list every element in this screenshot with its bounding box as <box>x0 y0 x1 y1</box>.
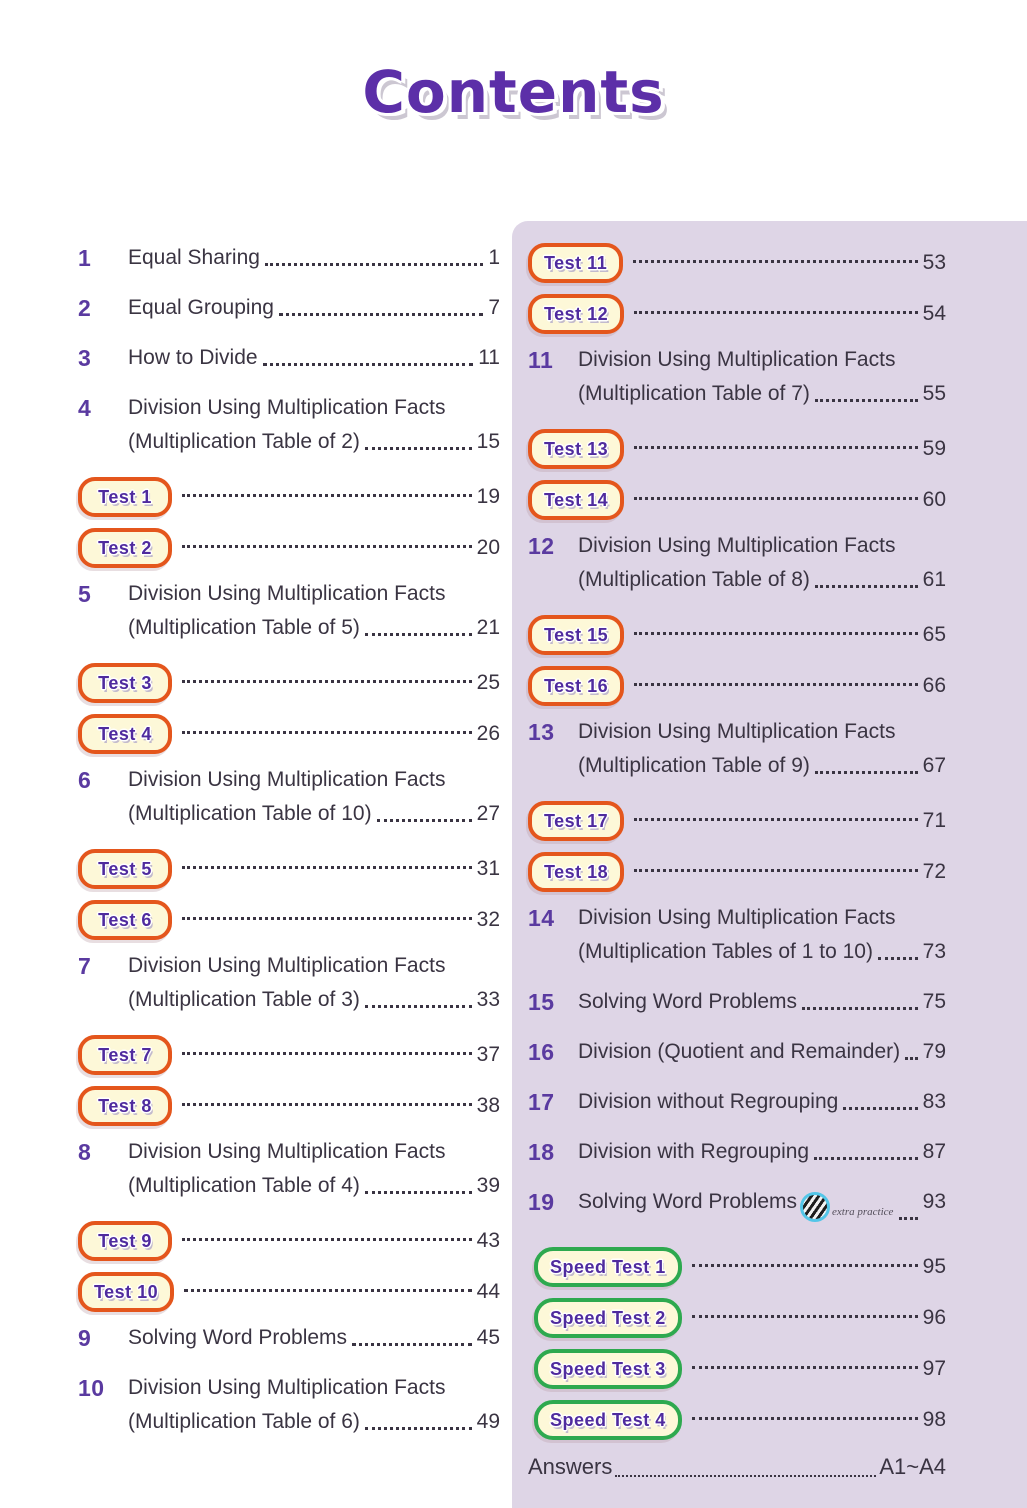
chapter-body <box>128 1135 500 1203</box>
toc-entry <box>78 661 500 705</box>
chapter-number: 9 <box>78 1325 92 1351</box>
dotted-leader <box>182 545 472 548</box>
toc-left-column <box>78 241 500 1455</box>
toc-entry <box>78 712 500 756</box>
toc-entry <box>528 613 946 657</box>
chapter-title: Division (Quotient and Remainder) <box>578 1040 901 1063</box>
badge-label: Test 13 <box>544 439 609 459</box>
toc-entry <box>78 1135 500 1203</box>
toc-entry <box>528 850 946 894</box>
chapter-title: (Multiplication Table of 3) <box>128 988 360 1011</box>
chapter-title-row <box>128 341 500 375</box>
page-number: 83 <box>922 1090 946 1113</box>
page-number: 53 <box>922 251 946 274</box>
chapter-number: 18 <box>528 1139 555 1165</box>
toc-entry <box>78 847 500 891</box>
chapter-title-row <box>128 1169 500 1203</box>
page-number: 75 <box>922 990 946 1013</box>
page-number: 72 <box>922 860 946 883</box>
chapter-title-row <box>578 1035 946 1069</box>
toc-entry <box>528 1085 946 1119</box>
page-number: 61 <box>922 568 946 591</box>
chapter-body <box>128 391 500 459</box>
page-number: 67 <box>922 754 946 777</box>
dotted-leader <box>182 866 472 869</box>
chapter-title-row <box>578 749 946 783</box>
chapter-title: Division with Regrouping <box>578 1140 810 1163</box>
chapter-title: Division without Regrouping <box>578 1090 839 1113</box>
dotted-leader <box>843 1076 917 1110</box>
test-badge <box>528 666 624 706</box>
extra-practice-label: extra practice <box>832 1206 894 1218</box>
dotted-leader <box>615 1443 876 1477</box>
dotted-leader <box>182 1238 472 1241</box>
badge-label: Test 15 <box>544 625 609 645</box>
dotted-leader <box>815 368 918 402</box>
chapter-body <box>128 577 500 645</box>
toc-entry <box>78 391 500 459</box>
chapter-body <box>128 949 500 1017</box>
chapter-body <box>128 291 500 325</box>
page-number: 93 <box>922 1190 946 1213</box>
page-number: 39 <box>476 1174 500 1197</box>
badge-label: Test 5 <box>98 859 152 879</box>
dotted-leader <box>377 788 472 822</box>
chapter-title: Division Using Multiplication Facts <box>128 768 446 791</box>
toc-entry <box>528 241 946 285</box>
toc-entry <box>528 529 946 597</box>
chapter-body <box>578 985 946 1019</box>
toc-entry <box>78 1084 500 1128</box>
speed-test-badge <box>534 1247 682 1287</box>
page-number: 65 <box>922 623 946 646</box>
page-number: 7 <box>488 296 500 319</box>
dotted-leader <box>633 260 917 263</box>
chapter-title: Equal Sharing <box>128 246 260 269</box>
dotted-leader <box>692 1417 918 1420</box>
chapter-title-row <box>578 985 946 1019</box>
page-number: 60 <box>922 488 946 511</box>
page-number: 98 <box>922 1408 946 1431</box>
chapter-title-row <box>578 377 946 411</box>
dotted-leader <box>814 1126 918 1160</box>
chapter-body <box>128 1321 500 1355</box>
chapter-title: (Multiplication Tables of 1 to 10) <box>578 940 873 963</box>
toc-entry <box>78 241 500 275</box>
chapter-number: 17 <box>528 1089 555 1115</box>
page-number: 73 <box>922 940 946 963</box>
chapter-number: 7 <box>78 953 92 979</box>
page-number: 55 <box>922 382 946 405</box>
page-number: 19 <box>476 485 500 508</box>
dotted-leader <box>184 1289 471 1292</box>
page-number: 1 <box>488 246 500 269</box>
toc-entry <box>528 1296 946 1340</box>
dotted-leader <box>182 731 472 734</box>
dotted-leader <box>634 818 917 821</box>
chapter-body <box>128 241 500 275</box>
toc-entry <box>528 901 946 969</box>
chapter-title: Equal Grouping <box>128 296 274 319</box>
chapter-title-row <box>128 425 500 459</box>
test-badge <box>78 714 172 754</box>
page-number: 97 <box>922 1357 946 1380</box>
chapter-body <box>578 1035 946 1069</box>
page-number: 96 <box>922 1306 946 1329</box>
toc-entry <box>528 478 946 522</box>
dotted-leader <box>182 917 472 920</box>
page-number: 27 <box>476 802 500 825</box>
badge-label: Test 16 <box>544 676 609 696</box>
chapter-body <box>578 1085 946 1119</box>
test-badge <box>78 663 172 703</box>
page-number: 26 <box>476 722 500 745</box>
dotted-leader <box>815 740 918 774</box>
chapter-number: 5 <box>78 581 92 607</box>
chapter-title-row <box>128 1405 500 1439</box>
toc-entry <box>78 1321 500 1355</box>
toc-entry <box>78 526 500 570</box>
chapter-body <box>578 343 946 411</box>
page-number: 45 <box>476 1326 500 1349</box>
toc-entry <box>78 291 500 325</box>
speed-test-badge <box>534 1298 682 1338</box>
dotted-leader <box>365 974 472 1008</box>
chapter-title: (Multiplication Table of 7) <box>578 382 810 405</box>
badge-label: Test 18 <box>544 862 609 882</box>
test-badge <box>78 849 172 889</box>
page-number: 11 <box>478 346 500 369</box>
test-badge <box>78 528 172 568</box>
page-number: 66 <box>922 674 946 697</box>
toc-entry <box>528 427 946 471</box>
chapter-body <box>128 763 500 831</box>
page-number: 49 <box>476 1410 500 1433</box>
badge-label: Test 14 <box>544 490 609 510</box>
page-number: A1~A4 <box>879 1454 946 1479</box>
test-badge <box>528 294 624 334</box>
dotted-leader <box>692 1315 918 1318</box>
dotted-leader <box>692 1366 918 1369</box>
dotted-leader <box>905 1026 917 1060</box>
page-number: 54 <box>922 302 946 325</box>
dotted-leader <box>634 683 917 686</box>
dotted-leader <box>365 1396 472 1430</box>
speed-test-badge <box>534 1349 682 1389</box>
page-number: 32 <box>476 908 500 931</box>
chapter-number: 4 <box>78 395 92 421</box>
chapter-body <box>578 1135 946 1169</box>
dotted-leader <box>182 1103 472 1106</box>
test-badge <box>528 615 624 655</box>
chapter-number: 15 <box>528 989 555 1015</box>
badge-label: Test 6 <box>98 910 152 930</box>
page-number: 31 <box>476 857 500 880</box>
badge-label: Speed Test 1 <box>550 1257 666 1277</box>
chapter-title: (Multiplication Table of 9) <box>578 754 810 777</box>
chapter-title: Division Using Multiplication Facts <box>128 1376 446 1399</box>
toc-entry <box>78 1033 500 1077</box>
page-number: 87 <box>922 1140 946 1163</box>
toc-entry <box>78 1219 500 1263</box>
chapter-number: 12 <box>528 533 555 559</box>
dotted-leader <box>279 282 483 316</box>
toc-entry <box>78 1270 500 1314</box>
chapter-title: (Multiplication Table of 8) <box>578 568 810 591</box>
toc-entry <box>78 763 500 831</box>
badge-label: Test 7 <box>98 1045 152 1065</box>
test-badge <box>528 429 624 469</box>
page-number: 15 <box>476 430 500 453</box>
chapter-number: 13 <box>528 719 555 745</box>
badge-label: Test 10 <box>94 1282 159 1302</box>
page-number: 33 <box>476 988 500 1011</box>
dotted-leader <box>815 554 918 588</box>
dotted-leader <box>265 232 483 266</box>
dotted-leader <box>182 1052 472 1055</box>
chapter-title: Division Using Multiplication Facts <box>578 348 896 371</box>
toc-entry <box>528 664 946 708</box>
dotted-leader <box>365 416 472 450</box>
toc-entry <box>78 1371 500 1439</box>
page-number: 71 <box>922 809 946 832</box>
toc-entry <box>528 1245 946 1289</box>
chapter-title-row <box>578 1085 946 1119</box>
badge-label: Test 4 <box>98 724 152 744</box>
dotted-leader <box>899 1176 917 1220</box>
chapter-title: Solving Word Problems <box>578 1190 798 1213</box>
page-number: 44 <box>476 1280 500 1303</box>
badge-label: Test 17 <box>544 811 609 831</box>
chapter-body <box>128 1371 500 1439</box>
chapter-number: 11 <box>528 347 554 373</box>
dotted-leader <box>634 446 917 449</box>
speed-test-badge <box>534 1400 682 1440</box>
chapter-number: 8 <box>78 1139 92 1165</box>
answers-entry <box>528 1450 946 1484</box>
badge-label: Test 8 <box>98 1096 152 1116</box>
chapter-title: Division Using Multiplication Facts <box>578 720 896 743</box>
toc-right-column <box>528 241 946 1484</box>
chapter-title-row <box>578 1185 946 1229</box>
page-number: 95 <box>922 1255 946 1278</box>
page-title: Contents <box>362 58 665 126</box>
page-number: 59 <box>922 437 946 460</box>
toc-entry <box>528 1398 946 1442</box>
page-number: 25 <box>476 671 500 694</box>
test-badge <box>78 1272 174 1312</box>
badge-label: Test 2 <box>98 538 152 558</box>
page-number: 20 <box>476 536 500 559</box>
dotted-leader <box>634 497 917 500</box>
badge-label: Test 11 <box>544 253 608 273</box>
test-badge <box>78 1086 172 1126</box>
toc-entry <box>78 898 500 942</box>
page-number: 79 <box>922 1040 946 1063</box>
chapter-title-row <box>578 563 946 597</box>
chapter-title-row <box>128 983 500 1017</box>
test-badge <box>78 1221 172 1261</box>
dotted-leader <box>365 602 472 636</box>
badge-label: Test 1 <box>98 487 152 507</box>
chapter-number: 19 <box>528 1189 555 1215</box>
page-number: 37 <box>476 1043 500 1066</box>
badge-label: Test 12 <box>544 304 609 324</box>
chapter-title: (Multiplication Table of 5) <box>128 616 360 639</box>
toc-entry <box>528 1135 946 1169</box>
chapter-title: Solving Word Problems <box>578 990 798 1013</box>
dotted-leader <box>634 869 917 872</box>
toc-entry <box>528 1347 946 1391</box>
chapter-title-row <box>578 1135 946 1169</box>
chapter-title: Solving Word Problems <box>128 1326 348 1349</box>
chapter-title: Division Using Multiplication Facts <box>128 1140 446 1163</box>
chapter-title-row <box>128 611 500 645</box>
toc-entry <box>528 1035 946 1069</box>
chapter-title-row <box>128 797 500 831</box>
chapter-number: 10 <box>78 1375 105 1401</box>
test-badge <box>78 477 172 517</box>
toc-entry <box>78 577 500 645</box>
test-badge <box>528 801 624 841</box>
test-badge <box>528 243 623 283</box>
toc-entry <box>528 799 946 843</box>
badge-label: Test 3 <box>98 673 152 693</box>
page-number: 38 <box>476 1094 500 1117</box>
chapter-title: Division Using Multiplication Facts <box>578 906 896 929</box>
chapter-title: (Multiplication Table of 4) <box>128 1174 360 1197</box>
chapter-title: Division Using Multiplication Facts <box>578 534 896 557</box>
chapter-title-row <box>128 291 500 325</box>
chapter-number: 14 <box>528 905 555 931</box>
dotted-leader <box>692 1264 918 1267</box>
toc-entry <box>528 985 946 1019</box>
test-badge <box>78 900 172 940</box>
chapter-body <box>578 1185 946 1229</box>
chapter-body <box>578 715 946 783</box>
dotted-leader <box>802 976 918 1010</box>
toc-entry <box>528 715 946 783</box>
chapter-title-row <box>578 935 946 969</box>
chapter-title-row <box>128 1321 500 1355</box>
extra-practice-logo-icon <box>800 1192 830 1222</box>
toc-entry <box>528 292 946 336</box>
dotted-leader <box>182 494 472 497</box>
toc-entry <box>78 475 500 519</box>
dotted-leader <box>634 311 917 314</box>
badge-label: Test 9 <box>98 1231 152 1251</box>
test-badge <box>528 480 624 520</box>
page-number: 21 <box>476 616 500 639</box>
page-number: 43 <box>476 1229 500 1252</box>
chapter-number: 2 <box>78 295 92 321</box>
dotted-leader <box>365 1160 472 1194</box>
test-badge <box>78 1035 172 1075</box>
chapter-title: Division Using Multiplication Facts <box>128 582 446 605</box>
test-badge <box>528 852 624 892</box>
answers-label: Answers <box>528 1454 613 1479</box>
chapter-body <box>128 341 500 375</box>
dotted-leader <box>352 1312 472 1346</box>
dotted-leader <box>634 632 917 635</box>
chapter-body <box>578 901 946 969</box>
chapter-title: (Multiplication Table of 6) <box>128 1410 360 1433</box>
badge-label: Speed Test 3 <box>550 1359 666 1379</box>
chapter-number: 1 <box>78 245 92 271</box>
chapter-title: How to Divide <box>128 346 258 369</box>
chapter-title: (Multiplication Table of 2) <box>128 430 360 453</box>
toc-entry <box>78 341 500 375</box>
toc-entry <box>528 343 946 411</box>
chapter-title: (Multiplication Table of 10) <box>128 802 372 825</box>
chapter-title: Division Using Multiplication Facts <box>128 954 446 977</box>
chapter-title-row <box>128 241 500 275</box>
chapter-number: 16 <box>528 1039 555 1065</box>
chapter-number: 6 <box>78 767 92 793</box>
toc-entry <box>528 1185 946 1229</box>
badge-label: Speed Test 2 <box>550 1308 666 1328</box>
dotted-leader <box>182 680 472 683</box>
dotted-leader <box>263 332 474 366</box>
chapter-title: Division Using Multiplication Facts <box>128 396 446 419</box>
badge-label: Speed Test 4 <box>550 1410 666 1430</box>
dotted-leader <box>878 926 918 960</box>
chapter-body <box>578 529 946 597</box>
chapter-number: 3 <box>78 345 92 371</box>
toc-entry <box>78 949 500 1017</box>
